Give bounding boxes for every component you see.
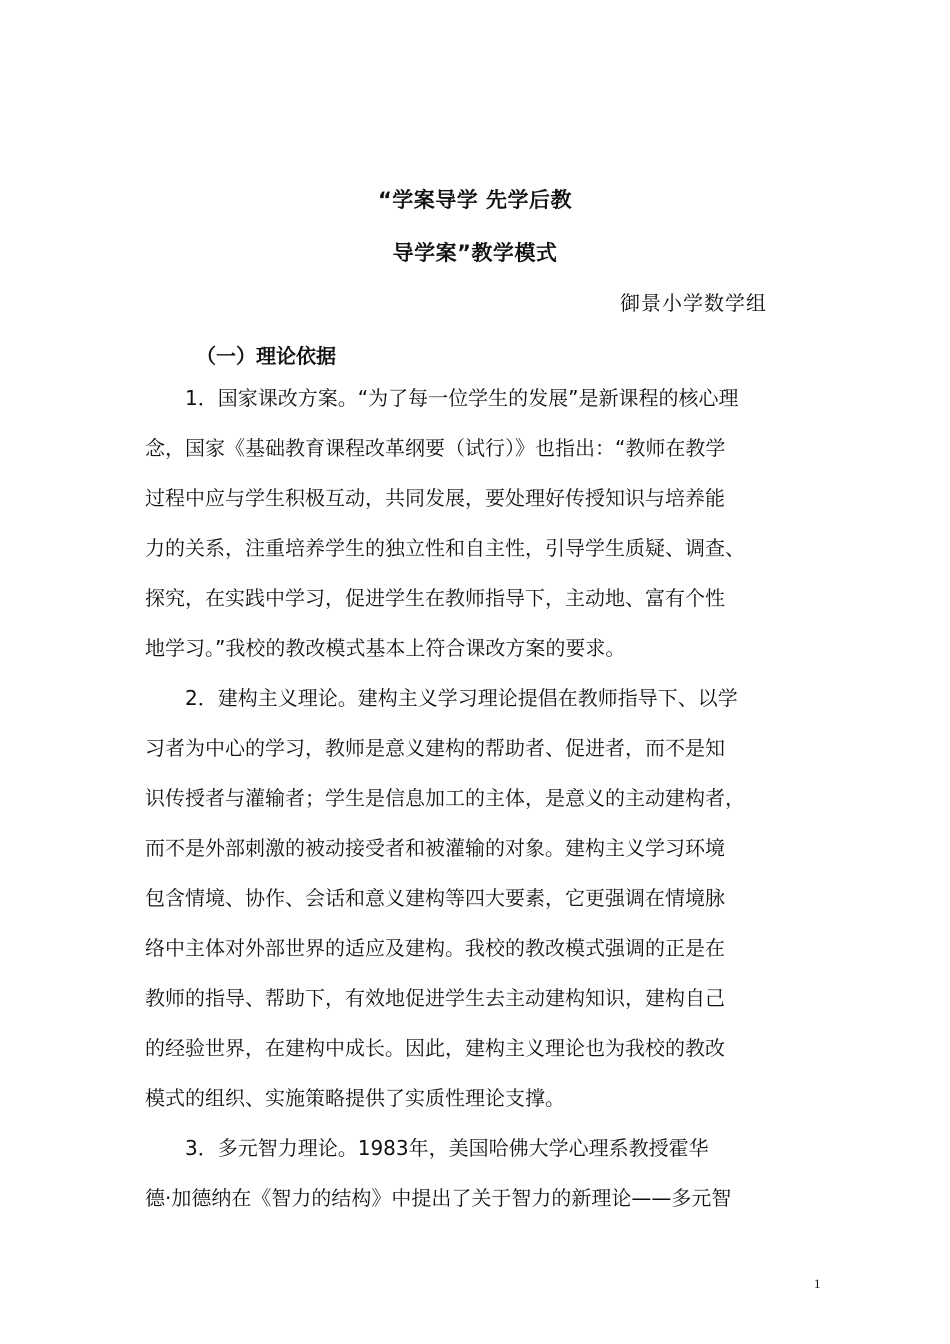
page-number: 1 <box>814 1276 821 1291</box>
paragraph-line: 习者为中心的学习，教师是意义建构的帮助者、促进者，而不是知 <box>145 736 725 760</box>
paragraph-line: 1．国家课改方案。“为了每一位学生的发展”是新课程的核心理 <box>145 386 739 410</box>
paragraph-line: 教师的指导、帮助下，有效地促进学生去主动建构知识，建构自己 <box>145 986 725 1010</box>
paragraph-line: 3．多元智力理论。1983年，美国哈佛大学心理系教授霍华 <box>145 1136 709 1160</box>
paragraph-constructivism <box>145 673 835 1123</box>
paragraph-line: 探究，在实践中学习，促进学生在教师指导下，主动地、富有个性 <box>145 586 725 610</box>
paragraph-national-curriculum <box>145 373 835 673</box>
paragraph-line: 的经验世界，在建构中成长。因此，建构主义理论也为我校的教改 <box>145 1036 725 1060</box>
paragraph-multiple-intelligences <box>145 1123 835 1223</box>
author-group: 御景小学数学组 <box>620 291 767 315</box>
paragraph-line: 包含情境、协作、会话和意义建构等四大要素，它更强调在情境脉 <box>145 886 725 910</box>
paragraph-line: 念，国家《基础教育课程改革纲要（试行）》也指出：“教师在教学 <box>145 436 726 460</box>
paragraph-line: 地学习。”我校的教改模式基本上符合课改方案的要求。 <box>145 636 626 660</box>
document-title-line-2: 导学案”教学模式 <box>392 241 558 265</box>
paragraph-line: 德·加德纳在《智力的结构》中提出了关于智力的新理论——多元智 <box>145 1186 732 1210</box>
paragraph-line: 过程中应与学生积极互动，共同发展，要处理好传授知识与培养能 <box>145 486 725 510</box>
paragraph-line: 而不是外部刺激的被动接受者和被灌输的对象。建构主义学习环境 <box>145 836 725 860</box>
paragraph-line: 2．建构主义理论。建构主义学习理论提倡在教师指导下、以学 <box>145 686 738 710</box>
paragraph-line: 识传授者与灌输者；学生是信息加工的主体，是意义的主动建构者， <box>145 786 745 810</box>
paragraph-line: 络中主体对外部世界的适应及建构。我校的教改模式强调的正是在 <box>145 936 725 960</box>
paragraph-line: 模式的组织、实施策略提供了实质性理论支撑。 <box>145 1086 565 1110</box>
paragraph-line: 力的关系，注重培养学生的独立性和自主性，引导学生质疑、调查、 <box>145 536 745 560</box>
section-heading: （一）理论依据 <box>196 344 336 368</box>
document-title-line-1: “学案导学 先学后教 <box>377 188 573 212</box>
